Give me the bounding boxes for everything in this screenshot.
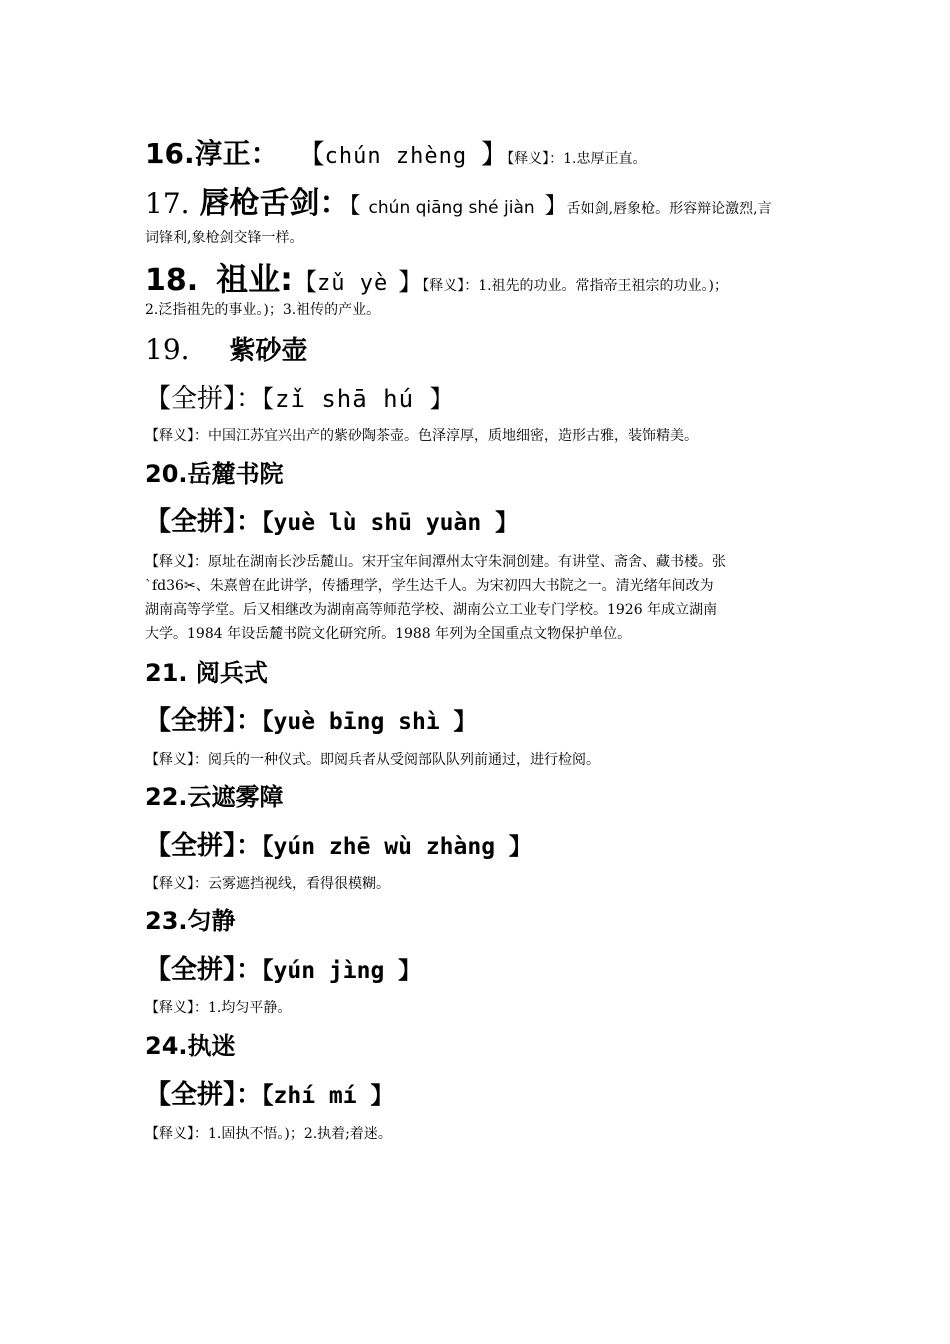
entry-word: 淳正： <box>194 137 279 170</box>
entry-20-definition-line-3: 湖南高等学堂。后又相继改为湖南高等师范学校、湖南公立工业专门学校。1926 年成立湖南 <box>145 602 718 618</box>
quanpin-label: 【全拼】： <box>145 1080 263 1110</box>
definition-text: ：1.忠厚正直。 <box>549 151 647 167</box>
entry-24-title: 24.执迷 <box>145 1032 236 1060</box>
definition-label: 【释义】 <box>422 278 465 294</box>
entry-17-definition-line-2: 词锋利,象枪剑交锋一样。 <box>145 230 304 246</box>
entry-21-title: 21. 阅兵式 <box>145 659 268 687</box>
entry-22-definition: 【释义】：云雾遮挡视线，看得很模糊。 <box>145 876 390 892</box>
definition-text-line-1: 舌如剑,唇象枪。形容辩论激烈,言 <box>566 201 772 217</box>
pinyin-bracket-close: 】 <box>544 194 567 219</box>
entry-pinyin: chún qiāng shé jiàn <box>368 198 535 218</box>
quanpin-label: 【全拼】： <box>145 831 263 861</box>
entry-word: 紫砂壶 <box>229 336 308 366</box>
entry-20-definition-line-2: `fd36✂、朱熹曾在此讲学，传播理学，学生达千人。为宋初四大书院之一。清光绪年间改为 <box>145 578 714 594</box>
quanpin-label: 【全拼】： <box>145 384 263 414</box>
pinyin-bracket-close: 】 <box>481 140 508 170</box>
pinyin-bracket-open: 【 <box>349 194 361 219</box>
entry-20-title: 20.岳麓书院 <box>145 460 284 488</box>
entry-19-headline <box>145 330 308 370</box>
entry-pinyin: 【yún zhē wù zhàng 】 <box>262 834 532 860</box>
entry-24-pinyin-line <box>145 1076 393 1114</box>
pinyin-bracket-open: 【 <box>292 268 317 296</box>
entry-20-definition-line-1: 【释义】：原址在湖南长沙岳麓山。宋开宝年间潭州太守朱洞创建。有讲堂、斋舍、藏书楼。张 <box>145 554 726 570</box>
entry-22-pinyin-line <box>145 827 532 865</box>
entry-pinyin: 【yuè lù shū yuàn 】 <box>262 510 519 536</box>
entry-24-definition: 【释义】：1.固执不悟。)；2.执着;着迷。 <box>145 1126 392 1142</box>
entry-19-pinyin-line <box>145 380 455 418</box>
entry-number: 16. <box>145 137 195 170</box>
entry-number: 17. <box>145 187 190 220</box>
quanpin-label: 【全拼】： <box>145 955 263 985</box>
entry-pinyin: 【yún jìng 】 <box>262 958 422 984</box>
entry-21-pinyin-line <box>145 702 477 740</box>
entry-pinyin: 【zǐ shā hú 】 <box>262 385 455 413</box>
entry-20-pinyin-line <box>145 503 518 541</box>
definition-label: 【释义】 <box>507 151 550 167</box>
entry-21-definition: 【释义】：阅兵的一种仪式。即阅兵者从受阅部队队列前通过，进行检阅。 <box>145 752 600 768</box>
pinyin-bracket-open: 【 <box>298 140 325 170</box>
entry-16-headline <box>145 134 646 174</box>
quanpin-label: 【全拼】： <box>145 507 263 537</box>
entry-number: 18. <box>145 263 199 298</box>
entry-23-pinyin-line <box>145 951 421 989</box>
entry-pinyin: zǔ yè <box>316 271 389 296</box>
entry-19-definition: 【释义】：中国江苏宜兴出产的紫砂陶茶壶。色泽淳厚，质地细密，造形古雅，装饰精美。 <box>145 428 698 444</box>
entry-number: 19. <box>145 333 190 366</box>
entry-17-headline <box>145 182 772 226</box>
pinyin-bracket-close: 】 <box>398 268 423 296</box>
entry-pinyin: 【yuè bīng shì 】 <box>262 709 477 735</box>
entry-20-definition-line-4: 大学。1984 年设岳麓书院文化研究所。1988 年列为全国重点文物保护单位。 <box>145 626 632 642</box>
entry-22-title: 22.云遮雾障 <box>145 783 284 811</box>
entry-word: 唇枪舌剑： <box>199 186 350 221</box>
entry-pinyin: 【zhí mí 】 <box>262 1083 394 1109</box>
entry-pinyin: chún zhèng <box>324 144 468 169</box>
entry-18-headline <box>145 258 728 300</box>
entry-23-title: 23.匀静 <box>145 907 236 935</box>
quanpin-label: 【全拼】： <box>145 706 263 736</box>
definition-text-line-1: ：1.祖先的功业。常指帝王祖宗的功业。)； <box>464 278 729 294</box>
entry-23-definition: 【释义】：1.均匀平静。 <box>145 1000 292 1016</box>
entry-word: 祖业: <box>216 260 293 298</box>
entry-18-definition-line-2: 2.泛指祖先的事业。)；3.祖传的产业。 <box>145 302 381 318</box>
